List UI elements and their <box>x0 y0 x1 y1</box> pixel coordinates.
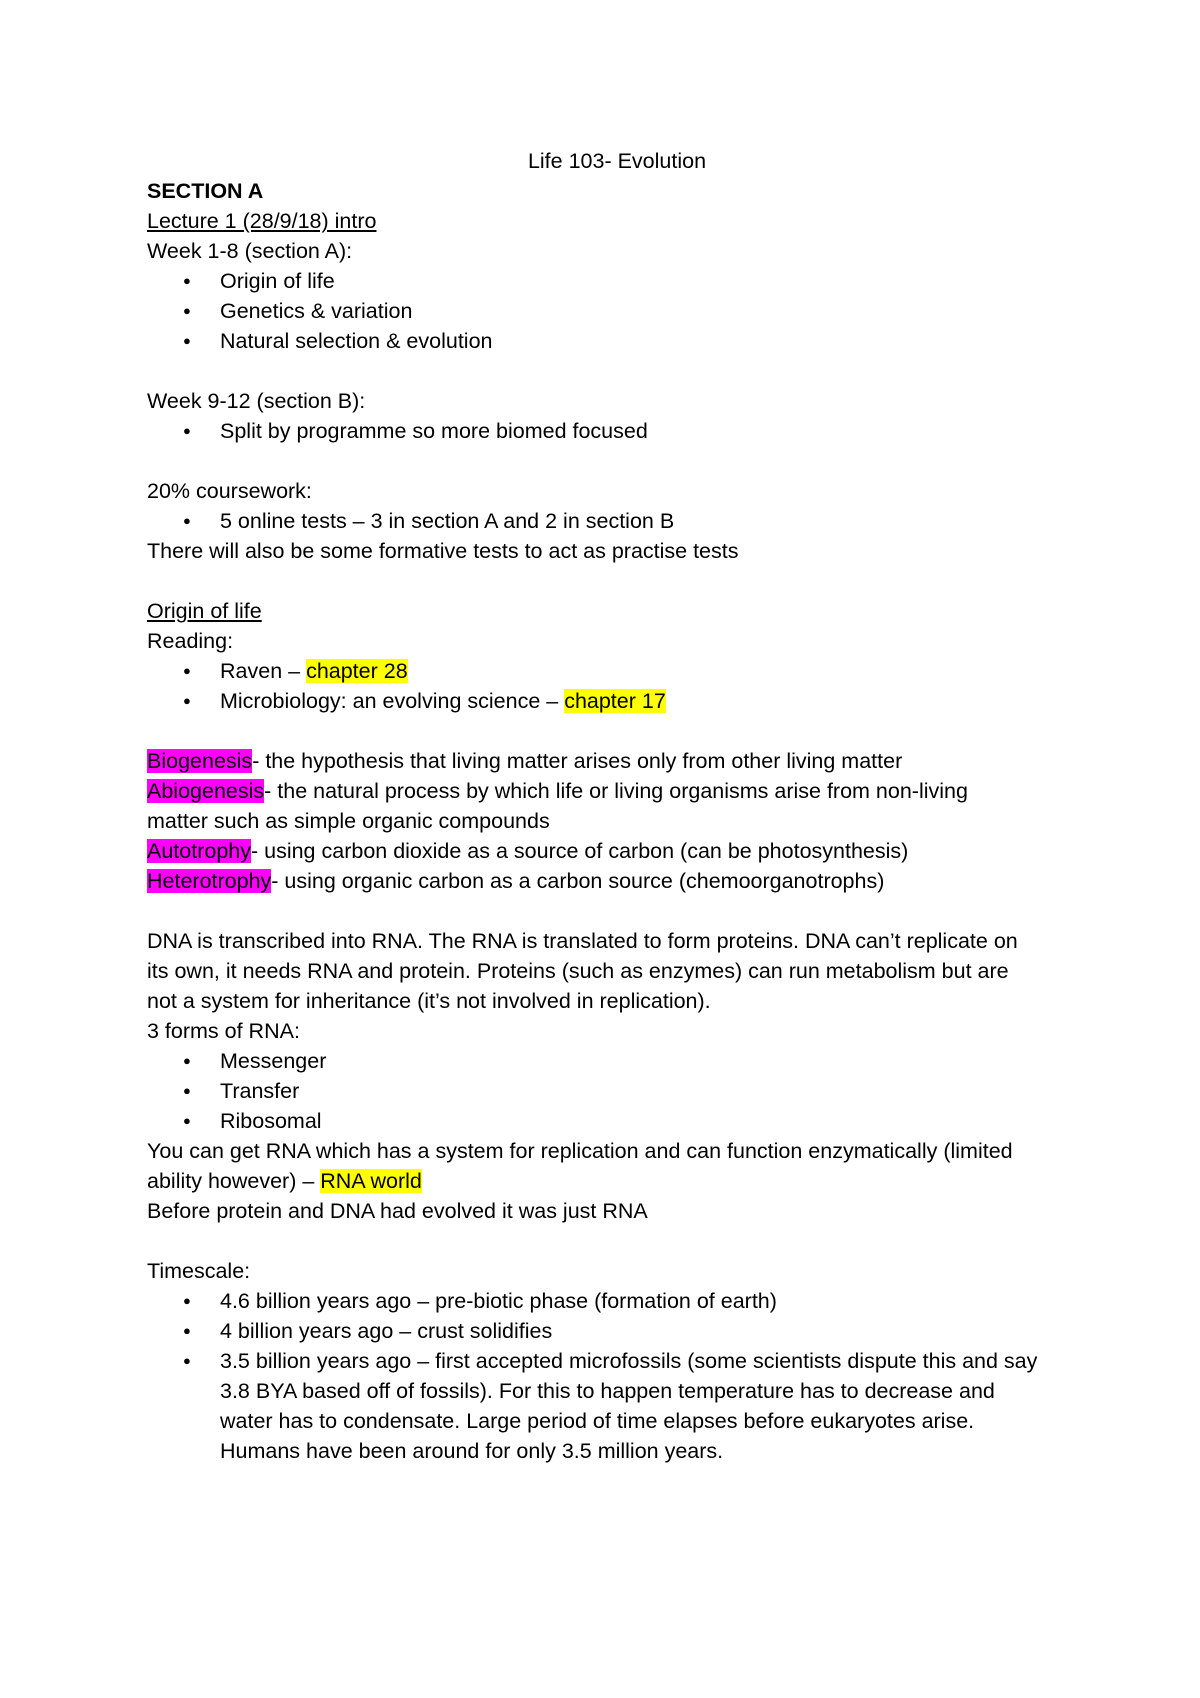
definition-text: - the natural process by which life or living organisms arise from non-living <box>264 779 968 803</box>
definition-text: - the hypothesis that living matter arises only from other living matter <box>252 749 903 773</box>
definition-biogenesis <box>147 746 1087 776</box>
highlighted-term: Autotrophy <box>147 839 251 863</box>
rna-world-line <box>147 1166 1087 1196</box>
weeks-b-list <box>147 416 1087 446</box>
highlighted-term: Heterotrophy <box>147 869 272 893</box>
highlighted-term: Abiogenesis <box>147 779 265 803</box>
definition-autotrophy <box>147 836 1087 866</box>
list-item <box>147 656 1087 686</box>
list-item: ● 4.6 billion years ago – pre-biotic phase (formation of earth) <box>147 1286 1087 1316</box>
rna-forms-list <box>147 1046 1087 1136</box>
timescale-list <box>147 1286 1087 1466</box>
definition-abiogenesis-cont: matter such as simple organic compounds <box>147 809 550 833</box>
weeks-a-label: Week 1-8 (section A): <box>147 239 353 263</box>
reading-text: Raven – <box>220 659 307 683</box>
list-item: ● Natural selection & evolution <box>147 326 1087 356</box>
list-item: ● Genetics & variation <box>147 296 1087 326</box>
timescale-long-line: water has to condensate. Large period of time elapses before eukaryotes arise. <box>220 1409 975 1433</box>
dna-paragraph-line: not a system for inheritance (it’s not involved in replication). <box>147 989 711 1013</box>
reading-list <box>147 656 1087 716</box>
rna-world-line: Before protein and DNA had evolved it was just RNA <box>147 1199 648 1223</box>
reading-text: Microbiology: an evolving science – <box>220 689 565 713</box>
timescale-long-line: ● 3.5 billion years ago – first accepted microfossils (some scientists dispute this and say <box>220 1349 1038 1373</box>
definition-text: - using carbon dioxide as a source of carbon (can be photosynthesis) <box>250 839 909 863</box>
highlighted-rna-world: RNA world <box>320 1169 422 1193</box>
dna-paragraph-line: DNA is transcribed into RNA. The RNA is translated to form proteins. DNA can’t replicate on <box>147 929 1018 953</box>
list-item: ● Messenger <box>147 1046 1087 1076</box>
dna-paragraph-line: its own, it needs RNA and protein. Proteins (such as enzymes) can run metabolism but are <box>147 959 1009 983</box>
list-item: ● 4 billion years ago – crust solidifies <box>147 1316 1087 1346</box>
highlighted-chapter: chapter 28 <box>306 659 408 683</box>
list-item <box>147 1346 1087 1466</box>
definition-heterotrophy <box>147 866 1087 896</box>
coursework-list <box>147 506 1087 536</box>
rna-forms-label: 3 forms of RNA: <box>147 1019 300 1043</box>
timescale-label: Timescale: <box>147 1259 251 1283</box>
rna-world-prefix: ability however) – <box>147 1169 321 1193</box>
rna-world-line: You can get RNA which has a system for replication and can function enzymatically (limited <box>147 1139 1013 1163</box>
weeks-b-label: Week 9-12 (section B): <box>147 389 366 413</box>
weeks-a-list <box>147 266 1087 356</box>
list-item: ● 5 online tests – 3 in section A and 2 in section B <box>147 506 1087 536</box>
document-title: Life 103- Evolution <box>527 149 707 173</box>
definition-abiogenesis <box>147 776 1087 806</box>
list-item: ● Transfer <box>147 1076 1087 1106</box>
reading-label: Reading: <box>147 629 234 653</box>
definition-text: - using organic carbon as a carbon source (chemoorganotrophs) <box>271 869 885 893</box>
document-page <box>147 146 1087 1466</box>
coursework-note: There will also be some formative tests to act as practise tests <box>147 539 739 563</box>
coursework-label: 20% coursework: <box>147 479 312 503</box>
list-item: ● Origin of life <box>147 266 1087 296</box>
list-item: ● Split by programme so more biomed focused <box>147 416 1087 446</box>
origin-heading: Origin of life <box>147 599 262 623</box>
highlighted-chapter: chapter 17 <box>564 689 666 713</box>
section-heading: SECTION A <box>147 179 264 203</box>
list-item <box>147 686 1087 716</box>
list-item: ● Ribosomal <box>147 1106 1087 1136</box>
timescale-long-line: Humans have been around for only 3.5 million years. <box>220 1439 724 1463</box>
lecture-heading: Lecture 1 (28/9/18) intro <box>147 209 377 233</box>
highlighted-term: Biogenesis <box>147 749 253 773</box>
timescale-long-line: 3.8 BYA based off of fossils). For this to happen temperature has to decrease and <box>220 1379 995 1403</box>
